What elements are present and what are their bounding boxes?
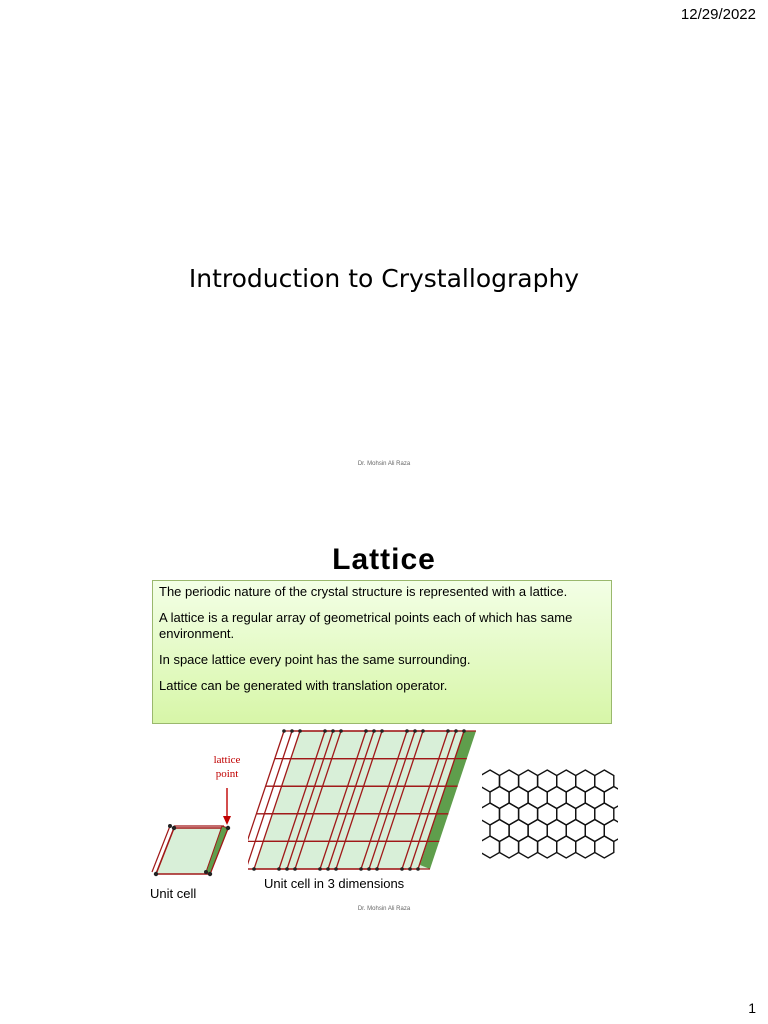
slide-title: Introduction to Crystallography	[188, 264, 580, 293]
page-number: 1	[748, 1000, 756, 1016]
lattice-point-arrow	[222, 788, 232, 826]
unit-cell-3d-label: Unit cell in 3 dimensions	[264, 876, 405, 891]
definition-paragraph: Lattice can be generated with translation operator.	[159, 678, 448, 693]
definition-paragraph: In space lattice every point has the same surrounding.	[159, 652, 471, 667]
definition-paragraph: The periodic nature of the crystal structure is represented with a lattice.	[159, 584, 568, 599]
definition-box	[152, 580, 612, 724]
unit-cell-label: Unit cell	[150, 886, 197, 901]
author-credit: Dr. Mohsin Ali Raza	[357, 461, 411, 467]
lattice-point-label: lattice point	[213, 754, 241, 780]
hexagonal-lattice-figure	[482, 764, 618, 868]
author-credit: Dr. Mohsin Ali Raza	[357, 906, 411, 912]
definition-paragraph: A lattice is a regular array of geometrical points each of which has same environment.	[159, 610, 573, 641]
unit-cell-figure	[150, 818, 234, 880]
date-header: 12/29/2022	[680, 6, 756, 23]
lattice-heading: Lattice	[332, 543, 436, 576]
lattice-3d-figure	[248, 727, 480, 875]
